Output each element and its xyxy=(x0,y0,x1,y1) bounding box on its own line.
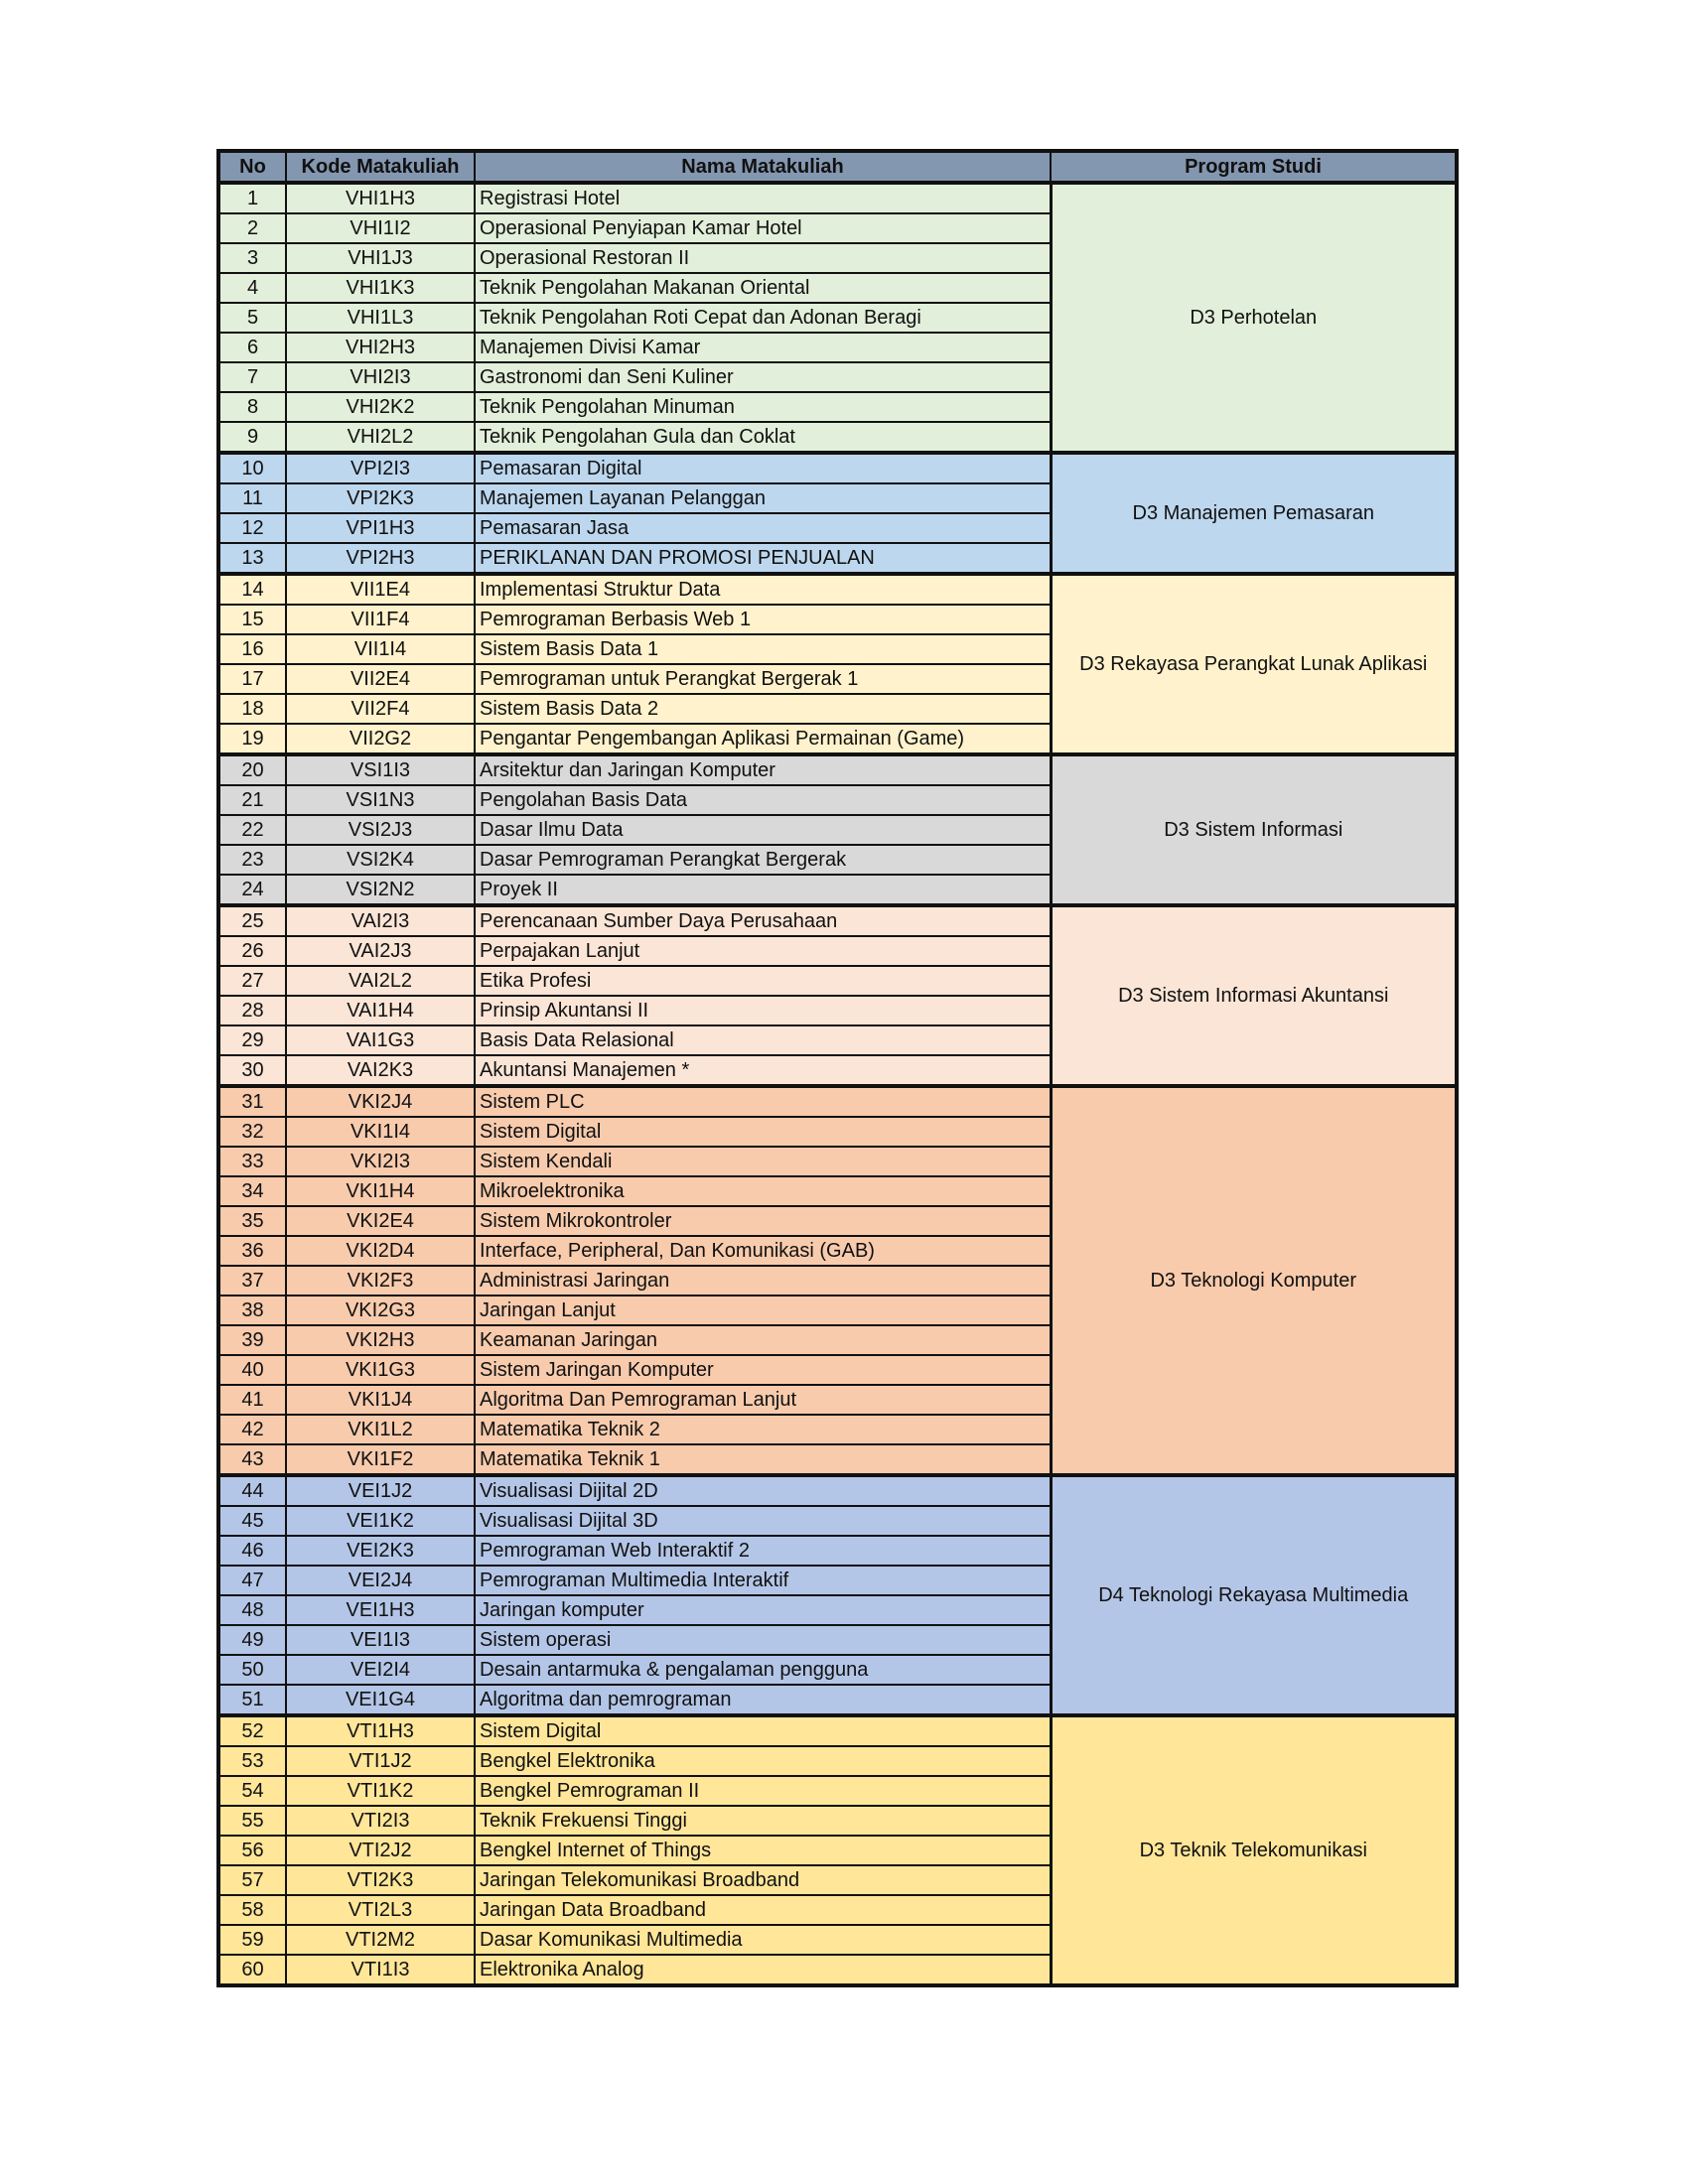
cell-course-name: Teknik Frekuensi Tinggi xyxy=(475,1806,1051,1836)
cell-course-name: Sistem PLC xyxy=(475,1086,1051,1117)
cell-course-code: VTI1K2 xyxy=(286,1776,475,1806)
cell-course-code: VKI1G3 xyxy=(286,1355,475,1385)
cell-no: 54 xyxy=(218,1776,286,1806)
cell-no: 56 xyxy=(218,1836,286,1865)
cell-course-code: VAI1H4 xyxy=(286,996,475,1025)
cell-course-name: Sistem Mikrokontroler xyxy=(475,1206,1051,1236)
cell-course-name: Dasar Ilmu Data xyxy=(475,815,1051,845)
cell-no: 25 xyxy=(218,905,286,936)
table-row xyxy=(218,905,1457,936)
table-row xyxy=(218,1715,1457,1746)
cell-course-name: Implementasi Struktur Data xyxy=(475,574,1051,605)
cell-course-code: VTI2K3 xyxy=(286,1865,475,1895)
cell-course-code: VII2F4 xyxy=(286,694,475,724)
cell-course-code: VHI2H3 xyxy=(286,333,475,362)
cell-course-code: VKI2I3 xyxy=(286,1147,475,1176)
cell-course-code: VEI1K2 xyxy=(286,1506,475,1536)
cell-course-name: Dasar Komunikasi Multimedia xyxy=(475,1925,1051,1955)
cell-course-name: Registrasi Hotel xyxy=(475,183,1051,213)
cell-course-code: VKI1F2 xyxy=(286,1444,475,1475)
cell-course-code: VAI2J3 xyxy=(286,936,475,966)
cell-course-name: Jaringan Telekomunikasi Broadband xyxy=(475,1865,1051,1895)
cell-course-code: VSI2N2 xyxy=(286,875,475,905)
cell-course-name: Pemrograman untuk Perangkat Bergerak 1 xyxy=(475,664,1051,694)
cell-course-code: VAI2I3 xyxy=(286,905,475,936)
cell-course-name: Akuntansi Manajemen * xyxy=(475,1055,1051,1086)
cell-course-name: Desain antarmuka & pengalaman pengguna xyxy=(475,1655,1051,1685)
cell-no: 3 xyxy=(218,243,286,273)
header-course-name: Nama Matakuliah xyxy=(475,151,1051,183)
cell-course-name: Administrasi Jaringan xyxy=(475,1266,1051,1296)
cell-no: 52 xyxy=(218,1715,286,1746)
cell-no: 60 xyxy=(218,1955,286,1985)
cell-no: 58 xyxy=(218,1895,286,1925)
cell-course-code: VTI1I3 xyxy=(286,1955,475,1985)
cell-no: 1 xyxy=(218,183,286,213)
cell-course-name: Perpajakan Lanjut xyxy=(475,936,1051,966)
cell-no: 40 xyxy=(218,1355,286,1385)
cell-no: 4 xyxy=(218,273,286,303)
cell-course-name: Dasar Pemrograman Perangkat Bergerak xyxy=(475,845,1051,875)
cell-course-code: VKI2F3 xyxy=(286,1266,475,1296)
table-body xyxy=(218,183,1457,1985)
cell-course-name: Manajemen Layanan Pelanggan xyxy=(475,483,1051,513)
cell-course-code: VSI1N3 xyxy=(286,785,475,815)
cell-no: 35 xyxy=(218,1206,286,1236)
cell-course-name: Sistem Basis Data 1 xyxy=(475,634,1051,664)
cell-no: 41 xyxy=(218,1385,286,1415)
cell-course-code: VKI1L2 xyxy=(286,1415,475,1444)
cell-no: 7 xyxy=(218,362,286,392)
cell-course-name: Bengkel Pemrograman II xyxy=(475,1776,1051,1806)
cell-no: 2 xyxy=(218,213,286,243)
cell-no: 57 xyxy=(218,1865,286,1895)
cell-no: 26 xyxy=(218,936,286,966)
cell-no: 30 xyxy=(218,1055,286,1086)
cell-course-code: VAI2K3 xyxy=(286,1055,475,1086)
cell-course-code: VKI2E4 xyxy=(286,1206,475,1236)
cell-course-code: VPI2K3 xyxy=(286,483,475,513)
cell-no: 48 xyxy=(218,1595,286,1625)
cell-course-name: Sistem Kendali xyxy=(475,1147,1051,1176)
cell-course-name: Gastronomi dan Seni Kuliner xyxy=(475,362,1051,392)
cell-course-name: Pemasaran Jasa xyxy=(475,513,1051,543)
cell-course-code: VKI2J4 xyxy=(286,1086,475,1117)
cell-course-name: Teknik Pengolahan Roti Cepat dan Adonan Beragi xyxy=(475,303,1051,333)
cell-course-name: Jaringan Data Broadband xyxy=(475,1895,1051,1925)
cell-course-name: Pemasaran Digital xyxy=(475,453,1051,483)
cell-course-name: Jaringan Lanjut xyxy=(475,1296,1051,1325)
cell-course-code: VKI1H4 xyxy=(286,1176,475,1206)
cell-no: 18 xyxy=(218,694,286,724)
cell-no: 8 xyxy=(218,392,286,422)
cell-no: 11 xyxy=(218,483,286,513)
cell-no: 50 xyxy=(218,1655,286,1685)
cell-course-code: VHI1I2 xyxy=(286,213,475,243)
cell-course-code: VAI1G3 xyxy=(286,1025,475,1055)
cell-course-name: Pemrograman Multimedia Interaktif xyxy=(475,1566,1051,1595)
cell-no: 36 xyxy=(218,1236,286,1266)
cell-course-code: VHI2I3 xyxy=(286,362,475,392)
cell-course-code: VEI2K3 xyxy=(286,1536,475,1566)
cell-no: 9 xyxy=(218,422,286,453)
cell-course-name: Etika Profesi xyxy=(475,966,1051,996)
cell-no: 47 xyxy=(218,1566,286,1595)
cell-course-name: Elektronika Analog xyxy=(475,1955,1051,1985)
cell-course-code: VSI2J3 xyxy=(286,815,475,845)
cell-course-code: VEI2I4 xyxy=(286,1655,475,1685)
cell-course-code: VTI2M2 xyxy=(286,1925,475,1955)
cell-no: 17 xyxy=(218,664,286,694)
cell-course-name: Sistem Digital xyxy=(475,1715,1051,1746)
cell-course-name: Proyek II xyxy=(475,875,1051,905)
table-row xyxy=(218,574,1457,605)
cell-course-name: Algoritma Dan Pemrograman Lanjut xyxy=(475,1385,1051,1415)
cell-no: 34 xyxy=(218,1176,286,1206)
cell-study-program: D3 Sistem Informasi Akuntansi xyxy=(1051,905,1457,1086)
cell-study-program: D3 Rekayasa Perangkat Lunak Aplikasi xyxy=(1051,574,1457,754)
cell-course-name: Interface, Peripheral, Dan Komunikasi (GAB) xyxy=(475,1236,1051,1266)
cell-course-name: PERIKLANAN DAN PROMOSI PENJUALAN xyxy=(475,543,1051,574)
cell-no: 42 xyxy=(218,1415,286,1444)
cell-course-name: Bengkel Internet of Things xyxy=(475,1836,1051,1865)
cell-course-name: Arsitektur dan Jaringan Komputer xyxy=(475,754,1051,785)
cell-course-code: VKI2H3 xyxy=(286,1325,475,1355)
cell-course-code: VKI2G3 xyxy=(286,1296,475,1325)
cell-course-name: Basis Data Relasional xyxy=(475,1025,1051,1055)
cell-no: 49 xyxy=(218,1625,286,1655)
cell-no: 5 xyxy=(218,303,286,333)
table-row xyxy=(218,1086,1457,1117)
cell-no: 14 xyxy=(218,574,286,605)
cell-no: 33 xyxy=(218,1147,286,1176)
cell-study-program: D3 Perhotelan xyxy=(1051,183,1457,453)
cell-course-code: VEI1H3 xyxy=(286,1595,475,1625)
cell-course-name: Operasional Restoran II xyxy=(475,243,1051,273)
cell-course-code: VPI1H3 xyxy=(286,513,475,543)
cell-no: 32 xyxy=(218,1117,286,1147)
cell-course-name: Sistem Digital xyxy=(475,1117,1051,1147)
cell-course-code: VAI2L2 xyxy=(286,966,475,996)
cell-course-name: Keamanan Jaringan xyxy=(475,1325,1051,1355)
cell-no: 13 xyxy=(218,543,286,574)
cell-no: 29 xyxy=(218,1025,286,1055)
cell-course-name: Manajemen Divisi Kamar xyxy=(475,333,1051,362)
cell-no: 15 xyxy=(218,605,286,634)
cell-course-name: Matematika Teknik 1 xyxy=(475,1444,1051,1475)
cell-course-code: VHI2K2 xyxy=(286,392,475,422)
cell-study-program: D3 Sistem Informasi xyxy=(1051,754,1457,905)
cell-course-code: VEI2J4 xyxy=(286,1566,475,1595)
header-study-program: Program Studi xyxy=(1051,151,1457,183)
cell-no: 10 xyxy=(218,453,286,483)
cell-course-code: VSI1I3 xyxy=(286,754,475,785)
cell-no: 39 xyxy=(218,1325,286,1355)
cell-course-name: Pengolahan Basis Data xyxy=(475,785,1051,815)
cell-course-code: VHI1H3 xyxy=(286,183,475,213)
cell-course-code: VHI1L3 xyxy=(286,303,475,333)
cell-course-name: Perencanaan Sumber Daya Perusahaan xyxy=(475,905,1051,936)
course-table-sheet xyxy=(216,149,1455,1987)
cell-no: 20 xyxy=(218,754,286,785)
cell-course-code: VKI1I4 xyxy=(286,1117,475,1147)
cell-study-program: D4 Teknologi Rekayasa Multimedia xyxy=(1051,1475,1457,1715)
cell-no: 55 xyxy=(218,1806,286,1836)
cell-no: 37 xyxy=(218,1266,286,1296)
cell-course-name: Prinsip Akuntansi II xyxy=(475,996,1051,1025)
cell-course-name: Bengkel Elektronika xyxy=(475,1746,1051,1776)
cell-no: 28 xyxy=(218,996,286,1025)
cell-course-code: VTI2J2 xyxy=(286,1836,475,1865)
cell-course-name: Matematika Teknik 2 xyxy=(475,1415,1051,1444)
cell-course-name: Operasional Penyiapan Kamar Hotel xyxy=(475,213,1051,243)
cell-course-code: VTI1J2 xyxy=(286,1746,475,1776)
cell-course-code: VKI1J4 xyxy=(286,1385,475,1415)
cell-course-code: VTI1H3 xyxy=(286,1715,475,1746)
cell-course-code: VPI2H3 xyxy=(286,543,475,574)
cell-course-name: Pemrograman Berbasis Web 1 xyxy=(475,605,1051,634)
cell-course-code: VHI1K3 xyxy=(286,273,475,303)
cell-course-code: VHI1J3 xyxy=(286,243,475,273)
cell-no: 59 xyxy=(218,1925,286,1955)
cell-course-code: VKI2D4 xyxy=(286,1236,475,1266)
cell-no: 6 xyxy=(218,333,286,362)
header-row xyxy=(218,151,1457,183)
header-course-code: Kode Matakuliah xyxy=(286,151,475,183)
cell-no: 16 xyxy=(218,634,286,664)
cell-no: 27 xyxy=(218,966,286,996)
cell-no: 24 xyxy=(218,875,286,905)
cell-course-name: Teknik Pengolahan Minuman xyxy=(475,392,1051,422)
cell-course-code: VPI2I3 xyxy=(286,453,475,483)
table-row xyxy=(218,754,1457,785)
cell-course-name: Mikroelektronika xyxy=(475,1176,1051,1206)
cell-study-program: D3 Teknologi Komputer xyxy=(1051,1086,1457,1475)
cell-course-name: Teknik Pengolahan Makanan Oriental xyxy=(475,273,1051,303)
cell-course-code: VII1F4 xyxy=(286,605,475,634)
cell-course-name: Visualisasi Dijital 2D xyxy=(475,1475,1051,1506)
cell-no: 44 xyxy=(218,1475,286,1506)
cell-course-code: VTI2L3 xyxy=(286,1895,475,1925)
cell-course-name: Teknik Pengolahan Gula dan Coklat xyxy=(475,422,1051,453)
cell-course-name: Pemrograman Web Interaktif 2 xyxy=(475,1536,1051,1566)
cell-no: 51 xyxy=(218,1685,286,1715)
cell-course-name: Sistem Jaringan Komputer xyxy=(475,1355,1051,1385)
header-no: No xyxy=(218,151,286,183)
cell-study-program: D3 Manajemen Pemasaran xyxy=(1051,453,1457,574)
cell-no: 45 xyxy=(218,1506,286,1536)
table-row xyxy=(218,1475,1457,1506)
cell-course-code: VII1I4 xyxy=(286,634,475,664)
cell-no: 31 xyxy=(218,1086,286,1117)
cell-course-code: VEI1I3 xyxy=(286,1625,475,1655)
table-header xyxy=(218,151,1457,183)
cell-no: 23 xyxy=(218,845,286,875)
cell-course-code: VEI1J2 xyxy=(286,1475,475,1506)
course-table xyxy=(216,149,1459,1987)
cell-course-name: Pengantar Pengembangan Aplikasi Permainan (Game) xyxy=(475,724,1051,754)
cell-course-code: VII2G2 xyxy=(286,724,475,754)
cell-no: 46 xyxy=(218,1536,286,1566)
cell-course-code: VHI2L2 xyxy=(286,422,475,453)
table-row xyxy=(218,183,1457,213)
cell-course-name: Visualisasi Dijital 3D xyxy=(475,1506,1051,1536)
cell-course-code: VEI1G4 xyxy=(286,1685,475,1715)
cell-course-name: Jaringan komputer xyxy=(475,1595,1051,1625)
cell-no: 21 xyxy=(218,785,286,815)
cell-course-code: VII2E4 xyxy=(286,664,475,694)
table-row xyxy=(218,453,1457,483)
cell-no: 43 xyxy=(218,1444,286,1475)
cell-no: 22 xyxy=(218,815,286,845)
cell-course-name: Algoritma dan pemrograman xyxy=(475,1685,1051,1715)
cell-course-code: VSI2K4 xyxy=(286,845,475,875)
cell-no: 53 xyxy=(218,1746,286,1776)
cell-course-code: VII1E4 xyxy=(286,574,475,605)
cell-study-program: D3 Teknik Telekomunikasi xyxy=(1051,1715,1457,1985)
cell-course-code: VTI2I3 xyxy=(286,1806,475,1836)
cell-no: 38 xyxy=(218,1296,286,1325)
cell-course-name: Sistem Basis Data 2 xyxy=(475,694,1051,724)
cell-no: 19 xyxy=(218,724,286,754)
cell-no: 12 xyxy=(218,513,286,543)
cell-course-name: Sistem operasi xyxy=(475,1625,1051,1655)
